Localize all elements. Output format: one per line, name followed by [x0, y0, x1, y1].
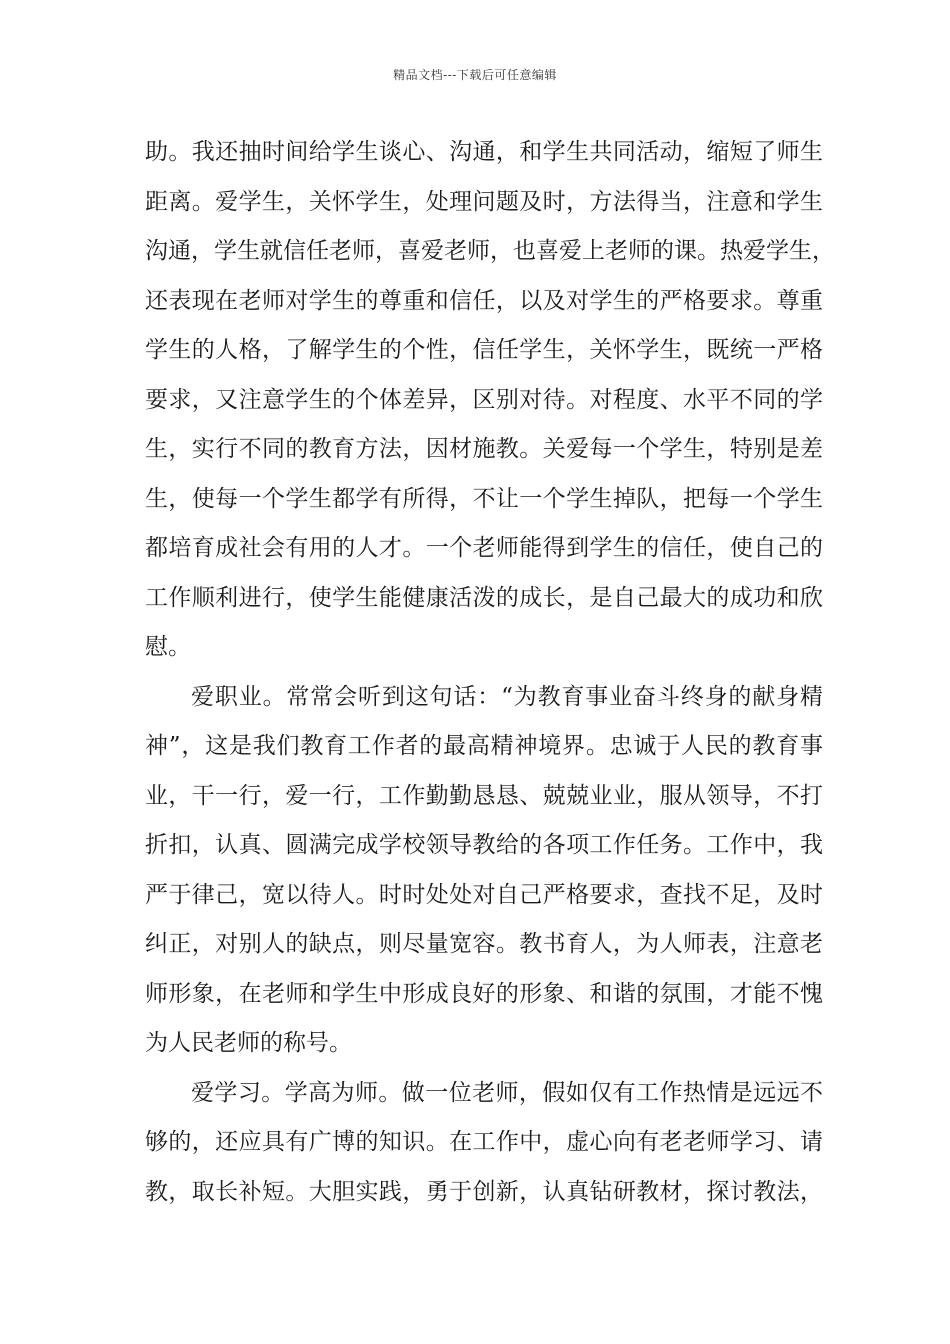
text-line: 还表现在老师对学生的尊重和信任，以及对学生的严格要求。尊重	[145, 287, 823, 314]
text-line: 折扣，认真、圆满完成学校领导教给的各项工作任务。工作中，我	[145, 832, 823, 858]
text-line: 纠正，对别人的缺点，则尽量宽容。教书育人，为人师表，注意老	[145, 931, 823, 957]
text-line: 工作顺利进行，使学生能健康活泼的成长，是自己最大的成功和欣	[145, 584, 823, 611]
text-line: 为人民老师的称号。	[145, 1030, 352, 1056]
text-line: 都培育成社会有用的人才。一个老师能得到学生的信任，使自己的	[145, 535, 823, 561]
text-line: 爱学习。学高为师。做一位老师，假如仅有工作热情是远远不	[191, 1079, 823, 1106]
text-line: 助。我还抽时间给学生谈心、沟通，和学生共同活动，缩短了师生	[145, 139, 823, 165]
text-line: 沟通，学生就信任老师，喜爱老师，也喜爱上老师的课。热爱学生，	[145, 238, 835, 264]
text-line: 距离。爱学生，关怀学生，处理问题及时，方法得当，注意和学生	[145, 188, 823, 215]
text-line: 要求，又注意学生的个体差异，区别对待。对程度、水平不同的学	[145, 386, 823, 413]
text-line: 生，使每一个学生都学有所得，不让一个学生掉队，把每一个学生	[145, 485, 823, 512]
text-line: 够的，还应具有广博的知识。在工作中，虚心向有老老师学习、请	[145, 1129, 823, 1155]
paragraph-love-students	[145, 128, 835, 673]
paragraph-love-profession	[145, 673, 823, 1069]
paragraph-love-learning	[145, 1069, 823, 1218]
text-line: 爱职业。常常会听到这句话：“为教育事业奋斗终身的献身精	[191, 683, 823, 710]
text-line: 业，干一行，爱一行，工作勤勤恳恳、兢兢业业，服从领导，不打	[145, 782, 823, 809]
document-body	[145, 128, 835, 1217]
text-line: 严于律己，宽以待人。时时处处对自己严格要求，查找不足，及时	[145, 881, 823, 908]
text-line: 神”，这是我们教育工作者的最高精神境界。忠诚于人民的教育事	[145, 733, 823, 759]
text-line: 学生的人格，了解学生的个性，信任学生，关怀学生，既统一严格	[145, 337, 823, 363]
text-line: 生，实行不同的教育方法，因材施教。关爱每一个学生，特别是差	[145, 436, 823, 462]
text-line: 教，取长补短。大胆实践，勇于创新，认真钻研教材，探讨教法，	[145, 1178, 823, 1205]
text-line: 慰。	[145, 634, 191, 660]
page-header: 精品文档---下载后可任意编辑	[393, 68, 557, 82]
text-line: 师形象，在老师和学生中形成良好的形象、和谐的氛围，才能不愧	[145, 980, 823, 1007]
